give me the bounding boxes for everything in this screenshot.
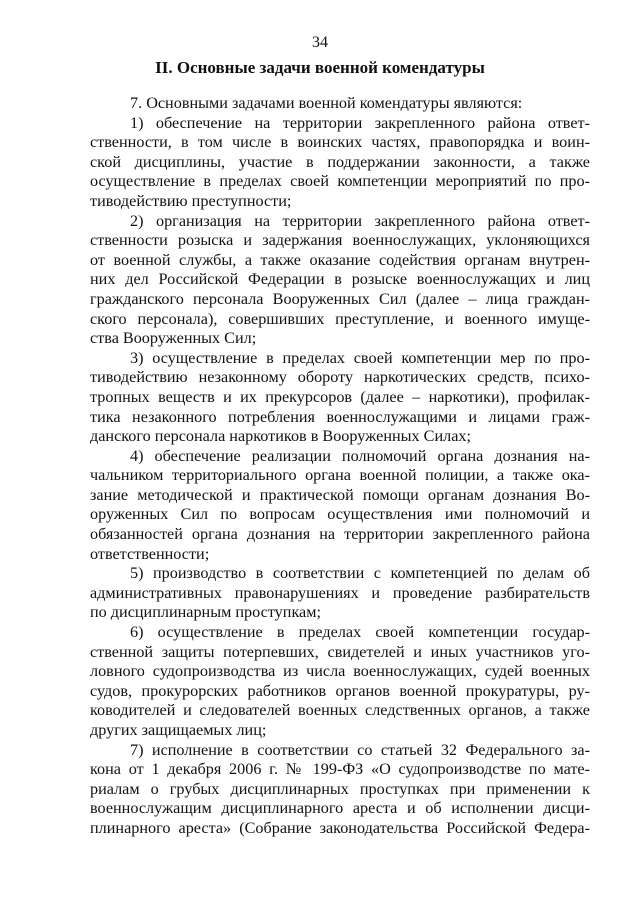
text-line: ответственности;	[90, 544, 210, 563]
text-line: 6) осуществление в пределах своей компетенции государ-	[130, 623, 590, 642]
text-line: тиводействию незаконному обороту наркотических средств, психо-	[90, 368, 590, 387]
text-line: ского персонала), совершивших преступление, и военного имуще-	[90, 309, 590, 328]
text-line: чальником территориального органа военной полиции, а также ока-	[90, 466, 590, 485]
text-line: ководителей и следователей военных следственных органов, а также	[90, 701, 590, 720]
text-line: ственной защиты потерпевших, свидетелей и иных участников уго-	[90, 642, 590, 661]
text-line: по дисциплинарным проступкам;	[90, 603, 321, 622]
text-line: 7) исполнение в соответствии со статьей 32 Федерального за-	[130, 740, 590, 759]
text-line: риалам о грубых дисциплинарных проступках при применении к	[90, 779, 590, 798]
text-line: 2) организация на территории закрепленного района ответ-	[130, 211, 590, 230]
text-line: от военной службы, а также оказание содействия органам внутрен-	[90, 250, 590, 269]
text-line: 5) производство в соответствии с компетенцией по делам об	[130, 564, 590, 583]
page-number: 34	[312, 34, 328, 51]
text-line: тиводействию преступности;	[90, 191, 292, 210]
text-line: военнослужащим дисциплинарного ареста и об исполнении дисци-	[90, 799, 590, 818]
text-line: других защищаемых лиц;	[90, 721, 267, 739]
text-line: административных правонарушениях и проведение разбирательств	[90, 583, 590, 602]
text-line: ственности розыска и задержания военнослужащих, уклоняющихся	[90, 231, 590, 250]
text-line: зание методической и практической помощи органам дознания Во-	[90, 485, 590, 504]
text-line: 4) обеспечение реализации полномочий органа дознания на-	[130, 446, 590, 465]
section-heading: II. Основные задачи военной комендатуры	[155, 58, 485, 77]
text-line: них дел Российской Федерации в розыске военнослужащих и лиц	[90, 270, 590, 289]
text-line: ловного судопроизводства из числа военнослужащих, судей военных	[90, 662, 590, 681]
text-line: кона от 1 декабря 2006 г. № 199-ФЗ «О судопроизводстве по мате-	[90, 760, 590, 779]
text-line: осуществление в пределах своей компетенции мероприятий по про-	[90, 172, 590, 191]
text-line: данского персонала наркотиков в Вооруженных Силах;	[90, 427, 471, 446]
text-line: 7. Основными задачами военной комендатуры являются:	[130, 94, 523, 112]
text-line: тика незаконного потребления военнослужащими и лицами граж-	[90, 407, 590, 426]
text-line: 1) обеспечение на территории закрепленного района ответ-	[130, 113, 590, 132]
text-line: тропных веществ и их прекурсоров (далее – наркотики), профилак-	[90, 387, 590, 406]
document-body	[90, 94, 590, 839]
text-line: 3) осуществление в пределах своей компетенции мер по про-	[130, 348, 590, 367]
text-line: обязанностей органа дознания на территории закрепленного района	[90, 525, 590, 544]
text-line: ства Вооруженных Сил;	[90, 329, 257, 348]
text-line: оруженных Сил по вопросам осуществления ими полномочий и	[90, 505, 590, 524]
text-line: гражданского персонала Вооруженных Сил (далее – лица граждан-	[90, 289, 590, 308]
text-line: ской дисциплины, участие в поддержании законности, а также	[90, 152, 590, 171]
text-line: ственности, в том числе в воинских частях, правопорядка и воин-	[90, 133, 590, 152]
text-line: плинарного ареста» (Собрание законодательства Российской Федера-	[90, 818, 590, 837]
text-line: судов, прокурорских работников органов военной прокуратуры, ру-	[90, 681, 590, 700]
